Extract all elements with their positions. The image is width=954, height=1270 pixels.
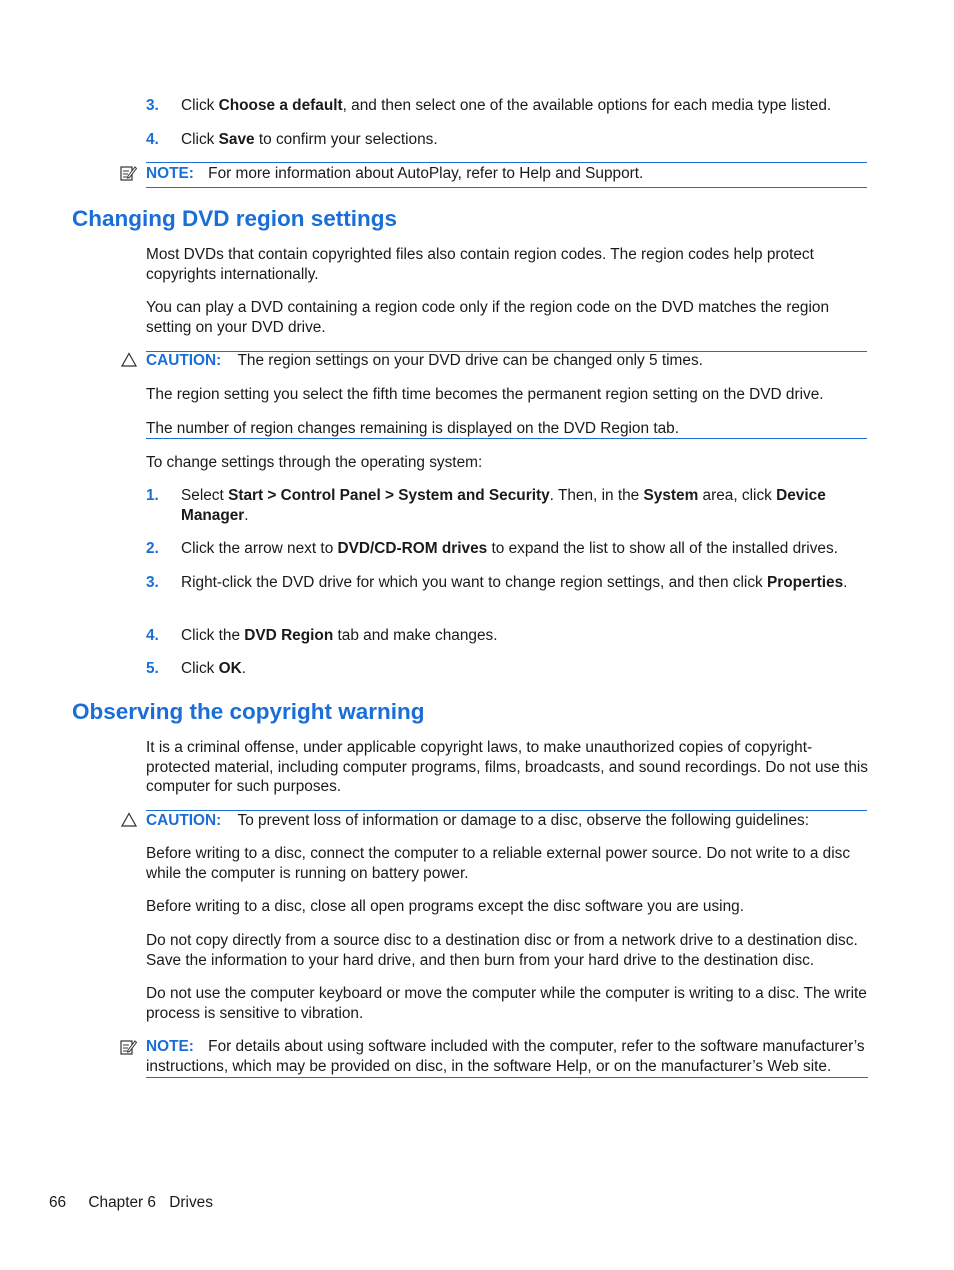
note-box xyxy=(146,1037,868,1078)
note-box xyxy=(146,162,867,188)
bold-text: Properties xyxy=(767,574,844,591)
text: to confirm your selections. xyxy=(254,131,438,148)
text: Click xyxy=(181,660,219,677)
step-number: 4. xyxy=(146,627,159,644)
paragraph: Before writing to a disc, connect the computer to a reliable external power source. Do not write to a disc while the computer is running on battery power. xyxy=(146,845,851,882)
caution-icon xyxy=(121,352,137,367)
caution-icon xyxy=(121,812,137,827)
text: . xyxy=(843,574,848,591)
step-number: 3. xyxy=(146,97,159,114)
note-icon xyxy=(119,1038,137,1056)
step-number: 4. xyxy=(146,131,159,148)
note-label: NOTE: xyxy=(146,1038,194,1055)
section-heading: Observing the copyright warning xyxy=(72,699,425,724)
step-number: 3. xyxy=(146,574,159,591)
bold-text: DVD Region xyxy=(244,627,334,644)
page-footer xyxy=(49,1193,213,1213)
caution-text: The region settings on your DVD drive can be changed only 5 times. xyxy=(237,352,703,369)
paragraph: It is a criminal offense, under applicable copyright laws, to make unauthorized copies of copyright-protected material, including computer programs, films, broadcasts, and sound recordings. Do not use this computer for such purposes. xyxy=(146,739,869,795)
footer-title: Drives xyxy=(169,1194,213,1211)
text: Select xyxy=(181,487,229,504)
text: Right-click the DVD drive for which you want to change region settings, and then click xyxy=(181,574,767,591)
step-number: 1. xyxy=(146,487,159,504)
note-label: NOTE: xyxy=(146,165,194,182)
paragraph: Before writing to a disc, close all open programs except the disc software you are using. xyxy=(146,898,744,915)
text: tab and make changes. xyxy=(333,627,498,644)
step-text xyxy=(181,573,868,593)
text: to expand the list to show all of the installed drives. xyxy=(487,540,838,557)
note-text: For details about using software included with the computer, refer to the software manufacturer’s instructions, which may be provided on disc, in the software Help, or on the manufacturer’s Web site. xyxy=(146,1038,865,1075)
caution-line xyxy=(146,811,868,831)
caution-label: CAUTION: xyxy=(146,352,222,369)
bold-text: OK xyxy=(218,660,242,677)
bold-text: Device Manager xyxy=(181,487,826,524)
page-number: 66 xyxy=(49,1194,67,1211)
caution-label: CAUTION: xyxy=(146,812,222,829)
text: Click the xyxy=(181,627,245,644)
text: . xyxy=(244,506,249,524)
text: , and then select one of the available options for each media type listed. xyxy=(342,97,832,114)
footer-chapter: Chapter 6 xyxy=(88,1194,156,1211)
step-text xyxy=(181,486,868,525)
text: . xyxy=(241,660,246,677)
step-text xyxy=(181,130,868,150)
paragraph: Most DVDs that contain copyrighted files also contain region codes. The region codes help protect copyrights internationally. xyxy=(146,246,814,283)
step-number: 2. xyxy=(146,540,159,557)
bold-text: System xyxy=(643,487,699,504)
bold-text: Choose a default xyxy=(218,97,343,114)
paragraph: Do not use the computer keyboard or move the computer while the computer is writing to a disc. The write process is sensitive to vibration. xyxy=(146,985,867,1022)
paragraph: The number of region changes remaining is displayed on the DVD Region tab. xyxy=(146,420,679,437)
bold-text: Save xyxy=(218,131,255,148)
paragraph: To change settings through the operating system: xyxy=(146,454,483,471)
text: Click xyxy=(181,97,219,114)
step-text xyxy=(181,659,868,679)
step-number: 5. xyxy=(146,660,159,677)
step-text xyxy=(181,539,868,559)
section-heading: Changing DVD region settings xyxy=(72,206,398,231)
paragraph: Do not copy directly from a source disc to a destination disc or from a network drive to a destination disc. Save the information to your hard drive, and then burn from your hard drive to the destination disc. xyxy=(146,932,858,969)
text: Click xyxy=(181,131,219,148)
caution-text: To prevent loss of information or damage to a disc, observe the following guidelines: xyxy=(237,812,809,829)
text: . Then, in the xyxy=(549,487,644,504)
text: area, click xyxy=(698,487,777,504)
step-text xyxy=(181,96,868,116)
bold-text: Start > Control Panel > System and Security xyxy=(228,487,550,504)
paragraph: The region setting you select the fifth time becomes the permanent region setting on the DVD drive. xyxy=(146,386,824,403)
paragraph: You can play a DVD containing a region code only if the region code on the DVD matches the region setting on your DVD drive. xyxy=(146,299,830,336)
caution-bottom-rule xyxy=(146,438,867,439)
text: Click the arrow next to xyxy=(181,540,338,557)
note-icon xyxy=(119,164,137,182)
caution-line xyxy=(146,351,868,371)
bold-text: DVD/CD-ROM drives xyxy=(337,540,488,557)
note-text: For more information about AutoPlay, refer to Help and Support. xyxy=(208,165,644,182)
step-text xyxy=(181,626,868,646)
